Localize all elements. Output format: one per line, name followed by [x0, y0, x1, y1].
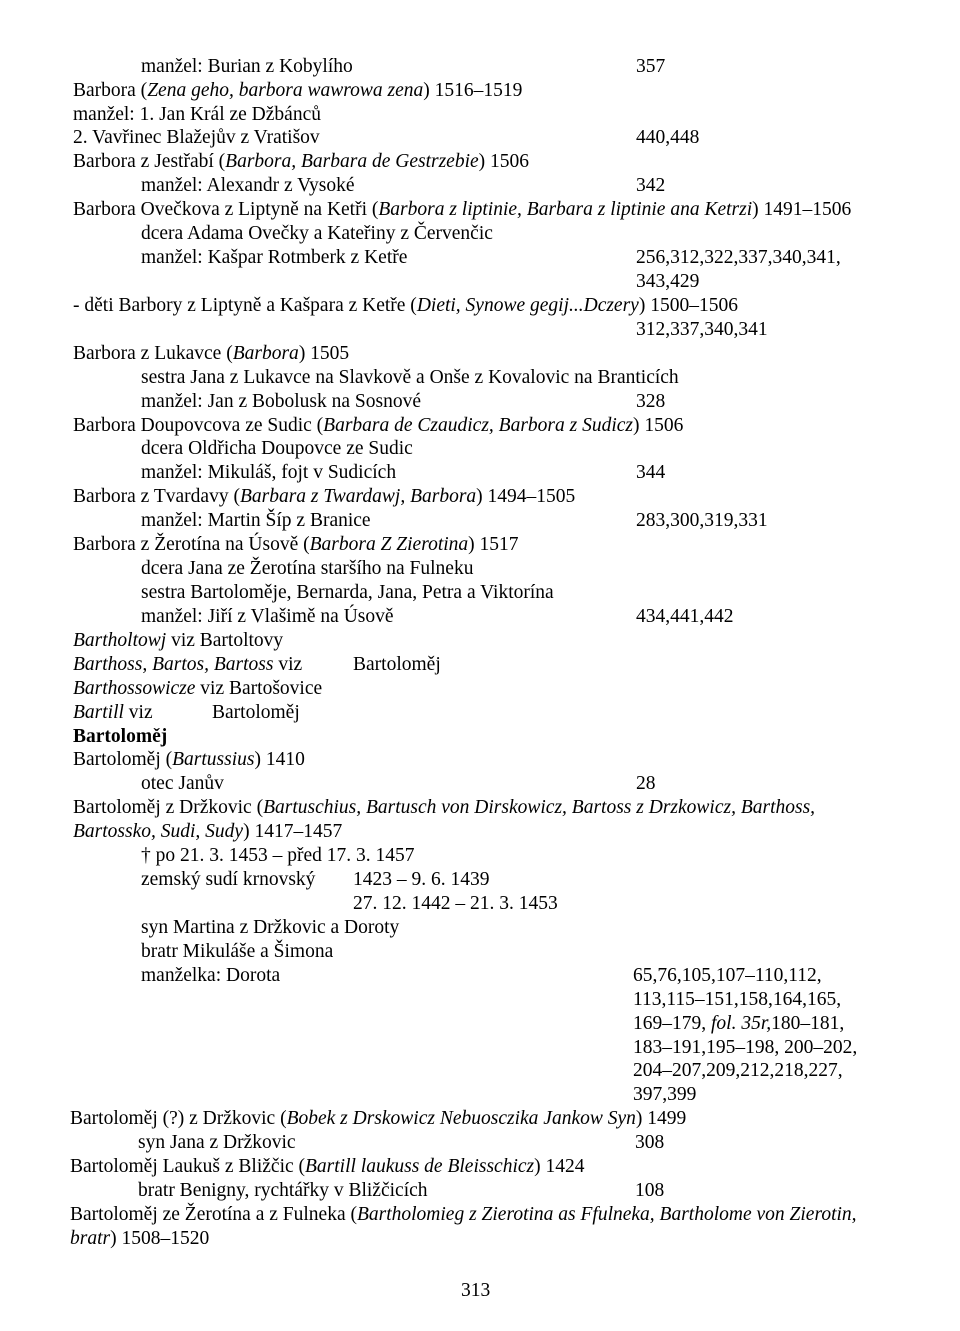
line-39-text: manželka: Dorota: [141, 965, 281, 986]
line-17-text: dcera Oldřicha Doupovce ze Sudic: [141, 438, 413, 459]
line-12-page-ref: 312,337,340,341: [636, 319, 768, 340]
line-33-text: Bartossko, Sudi, Sudy) 1417–1457: [73, 821, 343, 842]
line-31-page-ref: 28: [636, 773, 656, 794]
line-44-page-ref: 397,399: [633, 1084, 697, 1105]
line-40-page-ref: 113,115–151,158,164,165,: [633, 989, 842, 1010]
line-18-page-ref: 344: [636, 462, 666, 483]
line-26-text: Barthoss, Bartos, Bartoss viz: [73, 654, 303, 675]
line-35-text: zemský sudí krnovský: [141, 869, 316, 890]
line-15-text: manžel: Jan z Bobolusk na Sosnové: [141, 391, 421, 412]
line-42-page-ref: 183–191,195–198, 200–202,: [633, 1037, 858, 1058]
line-30-text: Bartoloměj (Bartussius) 1410: [73, 749, 305, 770]
line-31-text: otec Janův: [141, 773, 224, 794]
line-20-page-ref: 283,300,319,331: [636, 510, 768, 531]
line-01-page-ref: 357: [636, 56, 666, 77]
page-number: 313: [461, 1280, 491, 1301]
line-45-text: Bartoloměj (?) z Držkovic (Bobek z Drskowicz Nebuosczika Jankow Syn) 1499: [70, 1108, 687, 1129]
line-25-text: Bartholtowj viz Bartoltovy: [73, 630, 284, 651]
line-46-text: syn Jana z Držkovic: [138, 1132, 296, 1153]
line-24-text: manžel: Jiří z Vlašimě na Úsově: [141, 606, 394, 627]
line-29-heading: Bartoloměj: [73, 726, 168, 747]
line-15-page-ref: 328: [636, 391, 666, 412]
line-11-text: - děti Barbory z Liptyně a Kašpara z Ketře (Dieti, Synowe gegij...Dczery) 1500–1506: [73, 295, 738, 316]
line-16-text: Barbora Doupovcova ze Sudic (Barbara de Czaudicz, Barbora z Sudicz) 1506: [73, 415, 684, 436]
line-04-page-ref: 440,448: [636, 127, 700, 148]
line-37-text: syn Martina z Držkovic a Doroty: [141, 917, 400, 938]
line-28-xref: Bartoloměj: [212, 702, 300, 723]
line-36-dates: 27. 12. 1442 – 21. 3. 1453: [353, 893, 558, 914]
line-26-xref: Bartoloměj: [353, 654, 441, 675]
line-09-text: manžel: Kašpar Rotmberk z Ketře: [141, 247, 408, 268]
line-13-text: Barbora z Lukavce (Barbora) 1505: [73, 343, 350, 364]
line-14-text: sestra Jana z Lukavce na Slavkově a Onše z Kovalovic na Branticích: [141, 367, 679, 388]
line-09-page-ref: 256,312,322,337,340,341,: [636, 247, 841, 268]
line-19-text: Barbora z Tvardavy (Barbara z Twardawj, Barbora) 1494–1505: [73, 486, 576, 507]
line-10-page-ref: 343,429: [636, 271, 700, 292]
line-04-text: 2. Vavřinec Blažejův z Vratišov: [73, 127, 320, 148]
line-01-text: manžel: Burian z Kobylího: [141, 56, 353, 77]
line-34-text: † po 21. 3. 1453 – před 17. 3. 1457: [141, 845, 415, 866]
line-38-text: bratr Mikuláše a Šimona: [141, 941, 334, 962]
line-41-page-ref: 169–179, fol. 35r,180–181,: [633, 1013, 845, 1034]
line-43-page-ref: 204–207,209,212,218,227,: [633, 1060, 843, 1081]
line-28-text: Bartill viz: [73, 702, 153, 723]
line-06-page-ref: 342: [636, 175, 666, 196]
line-20-text: manžel: Martin Šíp z Branice: [141, 510, 371, 531]
line-06-text: manžel: Alexandr z Vysoké: [141, 175, 355, 196]
line-35-dates: 1423 – 9. 6. 1439: [353, 869, 490, 890]
line-48-page-ref: 108: [635, 1180, 665, 1201]
line-22-text: dcera Jana ze Žerotína staršího na Fulneku: [141, 558, 474, 579]
line-46-page-ref: 308: [635, 1132, 665, 1153]
line-50-text: bratr) 1508–1520: [70, 1228, 210, 1249]
line-07-text: Barbora Ovečkova z Liptyně na Ketři (Barbora z liptinie, Barbara z liptinie ana Ketrzi) 1491–1506: [73, 199, 852, 220]
line-39-page-ref: 65,76,105,107–110,112,: [633, 965, 822, 986]
line-21-text: Barbora z Žerotína na Úsově (Barbora Z Zierotina) 1517: [73, 534, 519, 555]
line-23-text: sestra Bartoloměje, Bernarda, Jana, Petra a Viktorína: [141, 582, 554, 603]
line-27-text: Barthossowicze viz Bartošovice: [73, 678, 323, 699]
line-47-text: Bartoloměj Laukuš z Bližčic (Bartill laukuss de Bleisschicz) 1424: [70, 1156, 585, 1177]
line-48-text: bratr Benigny, rychtářky v Bližčicích: [138, 1180, 428, 1201]
line-02-text: Barbora (Zena geho, barbora wawrowa zena) 1516–1519: [73, 80, 523, 101]
line-03-text: manžel: 1. Jan Král ze Džbánců: [73, 104, 321, 125]
line-08-text: dcera Adama Ovečky a Kateřiny z Červenčic: [141, 223, 493, 244]
line-32-text: Bartoloměj z Držkovic (Bartuschius, Bartusch von Dirskowicz, Bartoss z Drzkowicz, Barthoss,: [73, 797, 816, 818]
line-05-text: Barbora z Jestřabí (Barbora, Barbara de Gestrzebie) 1506: [73, 151, 530, 172]
line-18-text: manžel: Mikuláš, fojt v Sudicích: [141, 462, 397, 483]
line-24-page-ref: 434,441,442: [636, 606, 734, 627]
line-49-text: Bartoloměj ze Žerotína a z Fulneka (Bartholomieg z Zierotina as Ffulneka, Bartholome von Zierotin,: [70, 1204, 857, 1225]
